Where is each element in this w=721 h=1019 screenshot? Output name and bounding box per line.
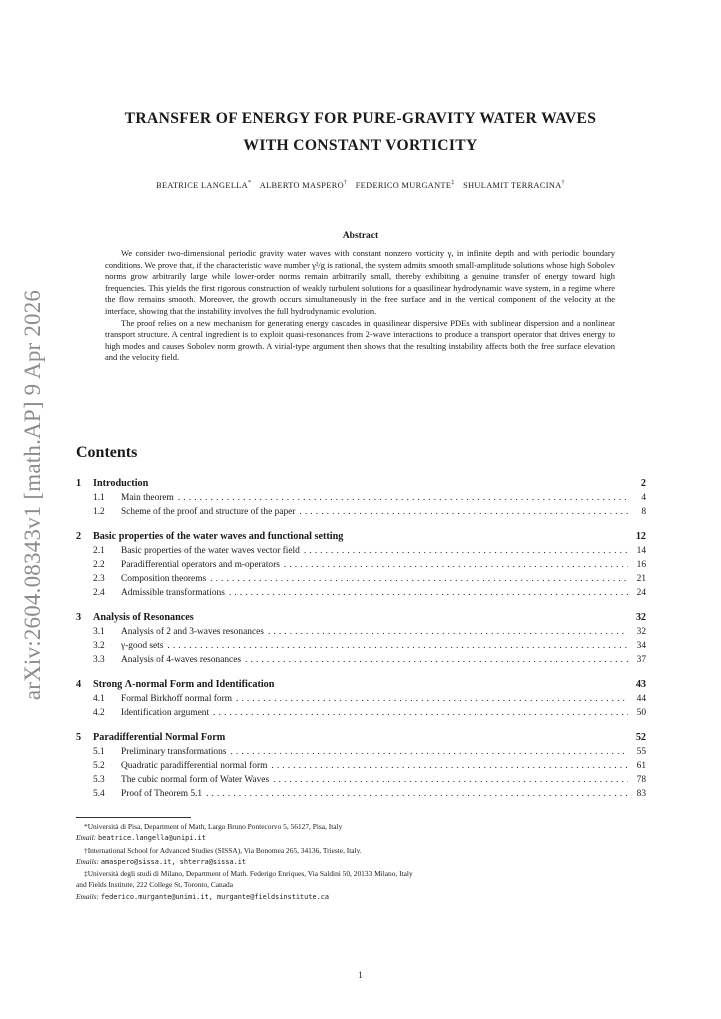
toc-leader-dots: [206, 787, 628, 801]
toc-subsection-label: Analysis of 2 and 3-waves resonances: [121, 627, 264, 637]
table-of-contents: [76, 477, 646, 801]
toc-subsection-label: Proof of Theorem 5.1: [121, 789, 203, 799]
toc-subsection-5-2[interactable]: [76, 759, 646, 773]
toc-subsection-5-1[interactable]: [76, 745, 646, 759]
arxiv-identifier-stamp: arXiv:2604.08343v1 [math.AP] 9 Apr 2026: [20, 289, 45, 701]
toc-subsection-label: γ-good sets: [121, 641, 164, 651]
toc-page-number: 14: [636, 546, 646, 556]
toc-leader-dots: [299, 505, 628, 519]
toc-subsection-2-1[interactable]: [76, 544, 646, 558]
toc-subsection-number: 3.1: [93, 627, 105, 637]
toc-subsection-3-3[interactable]: [76, 653, 646, 667]
toc-leader-dots: [167, 639, 628, 653]
email-label: Email:: [76, 833, 97, 843]
toc-leader-dots: [245, 653, 628, 667]
toc-section-1[interactable]: [76, 477, 646, 491]
paper-title: [60, 105, 661, 159]
toc-page-number: 2: [640, 478, 646, 489]
toc-section-number: 2: [76, 531, 82, 542]
toc-leader-dots: [229, 586, 628, 600]
toc-subsection-2-3[interactable]: [76, 572, 646, 586]
toc-subsection-label: Paradifferential operators and m-operators: [121, 560, 280, 570]
toc-subsection-label: Basic properties of the water waves vector field: [121, 546, 300, 556]
toc-page-number: 55: [636, 747, 646, 757]
toc-subsection-label: Preliminary transformations: [121, 747, 227, 757]
toc-page-number: 78: [636, 775, 646, 785]
toc-page-number: 32: [635, 612, 646, 623]
toc-leader-dots: [273, 773, 628, 787]
footnote-affiliation-1: *Università di Pisa, Department of Math, Largo Bruno Pontecorvo 5, 56127, Pisa, Italy: [84, 822, 343, 831]
toc-subsection-number: 4.1: [93, 694, 105, 704]
toc-subsection-number: 5.1: [93, 747, 105, 757]
contents-heading: Contents: [76, 444, 138, 461]
email-label: Emails:: [76, 891, 99, 901]
toc-page-number: 8: [641, 507, 646, 517]
toc-subsection-label: Composition theorems: [121, 574, 207, 584]
author-2-name: ALBERTO MASPERO: [259, 180, 344, 190]
toc-subsection-number: 2.4: [93, 588, 105, 598]
toc-subsection-label: Formal Birkhoff normal form: [121, 694, 233, 704]
toc-page-number: 37: [636, 655, 646, 665]
toc-subsection-label: Admissible transformations: [121, 588, 225, 598]
toc-subsection-label: The cubic normal form of Water Waves: [121, 775, 270, 785]
footnote-affiliation-3: ‡Università degli studi di Milano, Department of Math. Federigo Enriques, Via Saldini 50, 20133 Milano, Italy: [84, 869, 413, 879]
toc-page-number: 61: [636, 761, 646, 771]
toc-section-label: Basic properties of the water waves and functional setting: [93, 531, 344, 542]
author-1: [156, 181, 251, 190]
footnote-affiliation-3b: and Fields Institute, 222 College St, Toronto, Canada: [76, 880, 233, 890]
toc-leader-dots: [271, 759, 628, 773]
toc-leader-dots: [213, 706, 628, 720]
author-3: [356, 181, 455, 190]
author-2: [260, 181, 347, 190]
author-4: [463, 181, 565, 190]
toc-section-label: Analysis of Resonances: [93, 612, 194, 623]
toc-section-number: 3: [76, 612, 82, 623]
author-1-name: BEATRICE LANGELLA: [156, 180, 248, 190]
abstract-paragraph-1: We consider two-dimensional periodic gravity water waves with constant nonzero vorticity γ, in infinite depth and with periodic boundary conditions. We prove that, if the characteristic wave number γ²/g is rational, the system admits smooth small-amplitude solutions whose high Sobolev norms grow arbitrarily large while lower-order norms remain arbitrarily small, thereby exhibiting a genuine transfer of energy toward high frequencies. This yields the first rigorous construction of weakly turbulent solutions for a quasilinear hydrodynamic wave system, in a regime where the flow remains smooth. Moreover, the growth occurs simultaneously in the free surface and in the vertical component of the velocity at the interface, showing that the instability involves the full hydrodynamic evolution.: [105, 248, 615, 316]
author-list: [60, 176, 661, 193]
toc-subsection-1-1[interactable]: [76, 491, 646, 505]
toc-subsection-number: 4.2: [93, 708, 105, 718]
toc-subsection-label: Analysis of 4-waves resonances: [121, 655, 242, 665]
toc-page-number: 24: [636, 588, 646, 598]
email-link[interactable]: beatrice.langella@unipi.it: [97, 834, 206, 843]
toc-page-number: 32: [636, 627, 646, 637]
email-link[interactable]: federico.murgante@unimi.it, murgante@fieldsinstitute.ca: [100, 892, 330, 901]
toc-section-number: 5: [76, 732, 82, 743]
toc-subsection-2-2[interactable]: [76, 558, 646, 572]
author-2-mark: †: [343, 180, 348, 186]
toc-subsection-4-2[interactable]: [76, 706, 646, 720]
toc-subsection-5-4[interactable]: [76, 787, 646, 801]
footnote-email-3: [76, 891, 646, 903]
footnote-affiliation-2: †International School for Advanced Studies (SISSA), Via Bonomea 265, 34136, Trieste, Italy.: [84, 845, 362, 855]
toc-page-number: 34: [636, 641, 646, 651]
toc-subsection-number: 1.1: [93, 493, 105, 503]
toc-section-number: 1: [76, 478, 82, 489]
toc-section-3[interactable]: [76, 611, 646, 625]
toc-page-number: 16: [636, 560, 646, 570]
author-3-name: FEDERICO MURGANTE: [355, 180, 452, 190]
toc-leader-dots: [304, 544, 628, 558]
toc-page-number: 21: [636, 574, 646, 584]
title-line-2: WITH CONSTANT VORTICITY: [243, 137, 478, 154]
author-4-name: SHULAMIT TERRACINA: [463, 180, 562, 190]
toc-page-number: 44: [636, 694, 646, 704]
author-3-mark: ‡: [451, 180, 455, 186]
toc-subsection-number: 2.2: [93, 560, 105, 570]
toc-subsection-number: 5.3: [93, 775, 105, 785]
abstract-heading: Abstract: [342, 231, 379, 241]
toc-section-2[interactable]: [76, 530, 646, 544]
toc-section-label: Paradifferential Normal Form: [93, 732, 226, 743]
toc-page-number: 4: [641, 493, 646, 503]
toc-section-number: 4: [76, 679, 82, 690]
title-line-1: TRANSFER OF ENERGY FOR PURE-GRAVITY WATER WAVES: [124, 110, 597, 127]
toc-section-5[interactable]: [76, 731, 646, 745]
toc-subsection-number: 5.2: [93, 761, 105, 771]
toc-page-number: 52: [635, 732, 646, 743]
toc-subsection-label: Scheme of the proof and structure of the paper: [121, 507, 296, 517]
toc-subsection-number: 3.2: [93, 641, 105, 651]
toc-subsection-3-2[interactable]: [76, 639, 646, 653]
toc-leader-dots: [284, 558, 628, 572]
toc-subsection-5-3[interactable]: [76, 773, 646, 787]
page-number: 1: [358, 970, 363, 980]
author-1-mark: *: [248, 180, 252, 186]
email-label: Emails:: [76, 856, 99, 866]
toc-subsection-number: 2.1: [93, 546, 105, 556]
footnotes: [76, 821, 646, 903]
toc-subsection-label: Identification argument: [121, 708, 210, 718]
toc-subsection-number: 2.3: [93, 574, 105, 584]
toc-subsection-label: Main theorem: [121, 493, 174, 503]
toc-subsection-number: 5.4: [93, 789, 105, 799]
toc-section-label: Strong Λ-normal Form and Identification: [93, 679, 275, 690]
toc-subsection-label: Quadratic paradifferential normal form: [121, 761, 268, 771]
footnote-email-2: [76, 856, 646, 868]
footnote-divider: [76, 817, 191, 818]
toc-leader-dots: [236, 692, 628, 706]
toc-leader-dots: [210, 572, 628, 586]
toc-page-number: 50: [636, 708, 646, 718]
abstract-body: [105, 248, 615, 364]
toc-subsection-number: 3.3: [93, 655, 105, 665]
toc-leader-dots: [268, 625, 628, 639]
toc-leader-dots: [230, 745, 628, 759]
toc-section-label: Introduction: [93, 478, 149, 489]
toc-page-number: 12: [635, 531, 646, 542]
toc-page-number: 43: [635, 679, 646, 690]
author-4-mark: †: [561, 180, 565, 186]
toc-section-4[interactable]: [76, 678, 646, 692]
toc-subsection-4-1[interactable]: [76, 692, 646, 706]
toc-subsection-2-4[interactable]: [76, 586, 646, 600]
toc-page-number: 83: [636, 789, 646, 799]
footnote-email-1: [76, 832, 646, 844]
toc-subsection-1-2[interactable]: [76, 505, 646, 519]
toc-subsection-3-1[interactable]: [76, 625, 646, 639]
toc-subsection-number: 1.2: [93, 507, 105, 517]
email-link[interactable]: amaspero@sissa.it, shterra@sissa.it: [100, 857, 247, 866]
abstract-paragraph-2: The proof relies on a new mechanism for generating energy cascades in quasilinear dispersive PDEs with sublinear dispersion and a nonlinear transport structure. A central ingredient is to exploit quasi-resonances from 2-wave interactions to produce a transport operator that drives energy to high modes and causes Sobolev norm growth. A virial-type argument then shows that the resulting instability affects both the free surface elevation and the velocity field.: [105, 317, 615, 363]
toc-leader-dots: [178, 491, 628, 505]
